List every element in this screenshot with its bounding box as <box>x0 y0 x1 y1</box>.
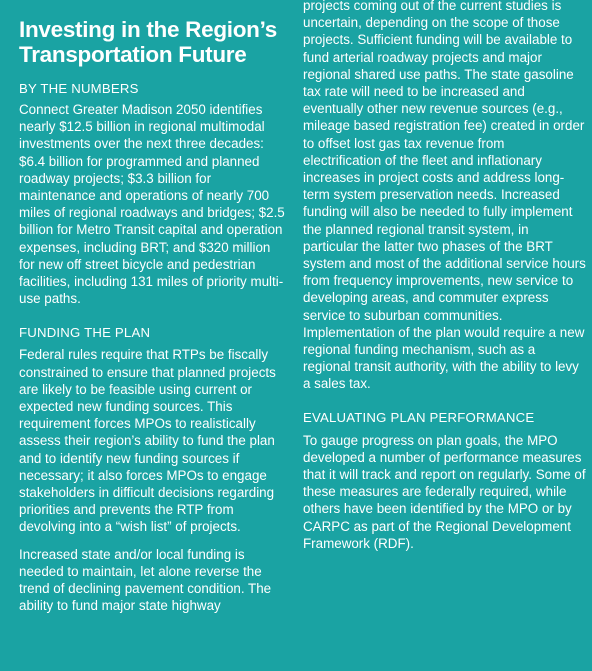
funding-paragraph-1: Federal rules require that RTPs be fiscally constrained to ensure that planned projects are likely to be feasible using current or expected new funding sources. This requirement forces MPOs to realistically assess their region’s ability to fund the plan and to identify new funding sources if necessary; it also forces MPOs to engage stakeholders in difficult decisions regarding priorities and prevents the RTP from devolving into a “wish list” of projects. <box>19 347 276 535</box>
page-title: Investing in the Region’s Transportation Future <box>19 17 277 67</box>
by-the-numbers-paragraph: Connect Greater Madison 2050 identifies nearly $12.5 billion in regional multimodal investments over the next three decades: $6.4 billion for programmed and planned roadway projects; $3.3 billion for maintenance and operations of nearly 700 miles of regional roadways and bridges; $2.5 billion for Metro Transit capital and operation expenses, including BRT; and $320 million for new off street bicycle and pedestrian facilities, including 131 miles of priority multi-use paths. <box>19 102 285 307</box>
section-heading-by-the-numbers: BY THE NUMBERS <box>19 81 139 96</box>
performance-paragraph: To gauge progress on plan goals, the MPO developed a number of performance measures that it will track and report on regularly. Some of these measures are federally required, while others have been identified by the MPO or by CARPC as part of the Regional Development Framework (RDF). <box>303 432 586 551</box>
section-heading-funding-the-plan: FUNDING THE PLAN <box>19 325 151 341</box>
funding-paragraph-2: Increased state and/or local funding is needed to maintain, let alone reverse the trend of declining pavement condition. The ability to fund major state highway <box>19 546 272 614</box>
right-column <box>303 0 586 552</box>
section-heading-evaluating-plan-performance: EVALUATING PLAN PERFORMANCE <box>303 409 535 425</box>
funding-paragraph-2-continued: projects coming out of the current studies is uncertain, depending on the scope of those projects. Sufficient funding will be available to fund arterial roadway projects and major regional shared use paths. The state gasoline tax rate will need to be increased and eventually other new revenue sources (e.g., mileage based registration fee) created in order to offset lost gas tax revenue from electrification of the fleet and inflationary increases in project costs and address long-term system preservation needs. Increased funding will also be needed to fully implement the planned regional transit system, in particular the latter two phases of the BRT system and most of the additional service hours from frequency improvements, new service to developing areas, and commuter express service to suburban communities. Implementation of the plan would require a new regional funding mechanism, such as a regional transit authority, with the ability to levy a sales tax. <box>303 0 586 392</box>
left-column <box>19 0 289 614</box>
